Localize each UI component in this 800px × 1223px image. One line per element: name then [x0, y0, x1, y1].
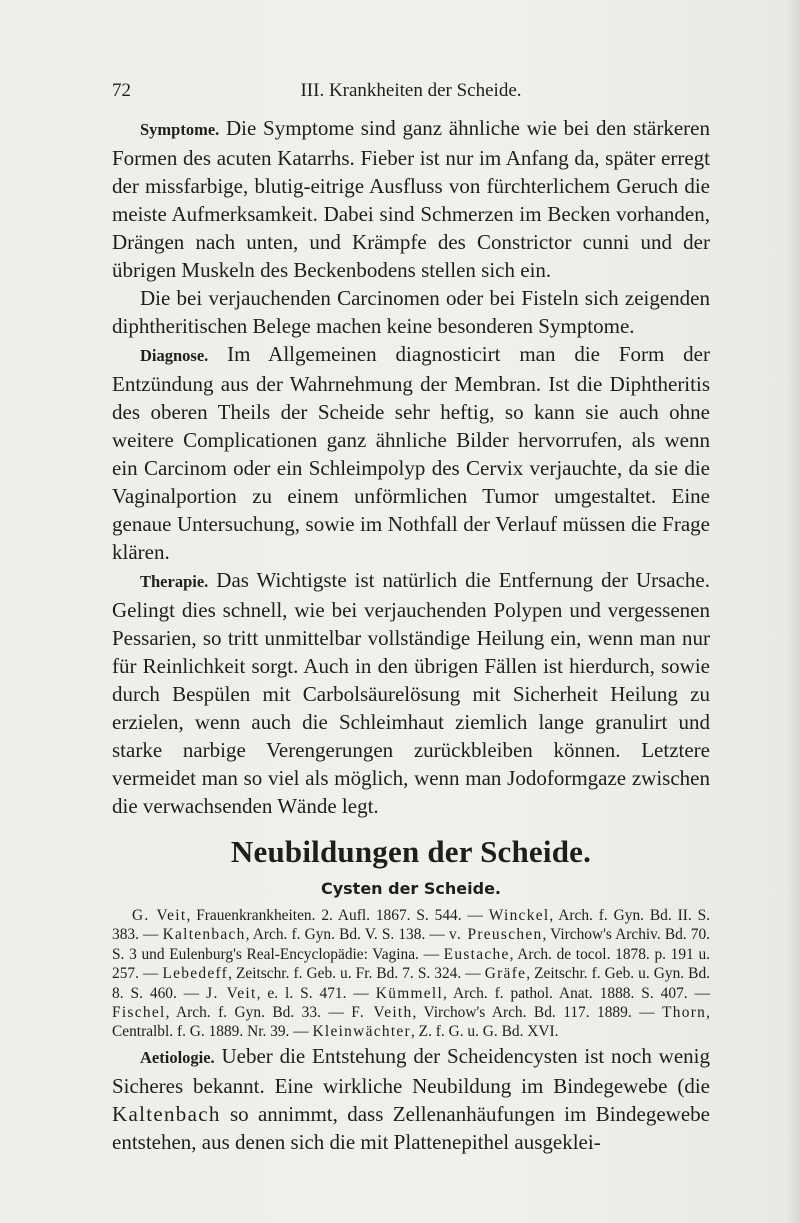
- ref-source: , Arch. f. pathol. Anat. 1888. S. 407. —: [443, 984, 710, 1002]
- ref-source: , Virchow's Arch. Bd. 117. 1889. —: [412, 1004, 663, 1022]
- ref-author: Kaltenbach: [162, 926, 246, 944]
- ref-source: , Arch. f. Gyn. Bd. II. S. 383. —: [112, 907, 710, 944]
- running-head: III. Krankheiten der Scheide.: [300, 80, 522, 101]
- lead-diagnose: Diagnose.: [140, 346, 209, 365]
- paragraph-aetiologie: [112, 1042, 710, 1156]
- text-aetiologie-a: Ueber die Entstehung der Scheidencysten ist noch wenig Sicheres bekannt. Eine wirkliche Neubildung im Bindegewebe (die: [112, 1043, 710, 1098]
- ref-source: , Zeitschr. f. Geb. u. Fr. Bd. 7. S. 324. —: [228, 965, 485, 983]
- page-edge-shadow: [786, 0, 800, 1223]
- ref-source: , Centralbl. f. G. 1889. Nr. 39. —: [112, 1004, 710, 1041]
- ref-author: Eustache: [443, 945, 510, 963]
- references: [112, 906, 710, 1042]
- text-diagnose: Im Allgemeinen diagnosticirt man die Form der Entzündung aus der Wahrnehmung der Membran. Ist die Diphtheritis des oberen Theils der Scheide sehr heftig, so kann sie auch ohne weitere Complicationen ganz ähnliche Bilder hervorrufen, als wenn ein Carcinom oder ein Schleimpolyp des Cervix verjauchte, da sie die Vaginalportion zu einem unförmlichen Tumor umgestaltet. Eine genaue Untersuchung, sowie im Nothfall der Verlauf müssen die Frage klären.: [112, 342, 710, 564]
- ref-author: Gräfe: [484, 965, 527, 983]
- paragraph-diagnose: [112, 340, 710, 566]
- ref-source: , Arch. de tocol. 1878. p. 191 u. 257. —: [112, 945, 710, 983]
- text-aetiologie-b: so annimmt, dass Zellenanhäufungen im Bindegewebe entstehen, aus denen sich die mit Plattenepithel ausgeklei-: [112, 1101, 710, 1154]
- text-symptome: Die Symptome sind ganz ähnliche wie bei den stärkeren Formen des acuten Katarrhs. Fieber ist nur im Anfang da, später erregt der missfarbige, blutig-eitrige Ausfluss von fürchterlichem Geruch die meiste Aufmerksamkeit. Dabei sind Schmerzen im Becken vorhanden, Drängen nach unten, und Krämpfe des Constrictor cunni und der übrigen Muskeln des Beckenbodens stellen sich ein.: [112, 116, 710, 282]
- lead-aetiologie: Aetiologie.: [140, 1047, 215, 1067]
- ref-source: , Z. f. G. u. G. Bd. XVI.: [410, 1023, 559, 1041]
- paragraph-symptome: [112, 114, 710, 284]
- lead-symptome: Symptome.: [140, 120, 220, 139]
- ref-source: , Virchow's Archiv. Bd. 70. S. 3 und Eulenburg's Real-Encyclopädie: Vagina. —: [112, 926, 710, 963]
- ref-author: Lebedeff: [162, 965, 229, 983]
- ref-author: Kleinwächter: [312, 1023, 411, 1041]
- author-name: Kaltenbach: [112, 1101, 221, 1126]
- text-therapie: Das Wichtigste ist natürlich die Entfernung der Ursache. Gelingt dies schnell, wie bei verjauchenden Polypen und vergessenen Pessarien, so tritt unmittelbar vollständige Heilung ein, wenn man nur für Reinlichkeit sorgt. Auch in den übrigen Fällen ist hierdurch, sowie durch Bespülen mit Carbolsäurelösung mit Sicherheit Heilung zu erzielen, wenn auch die Schleimhaut ziemlich lange granulirt und starke narbige Verengerungen zurückbleiben können. Letztere vermeidet man so viel als möglich, wenn man Jodoformgaze zwischen die verwachsenden Wände legt.: [112, 568, 710, 818]
- paragraph-therapie: [112, 566, 710, 820]
- section-title: Neubildungen der Scheide.: [230, 834, 592, 869]
- ref-source: , Arch. f. Gyn. Bd. 33. —: [165, 1004, 352, 1022]
- ref-author: Fischel: [112, 1004, 166, 1022]
- ref-author: J. Veit: [206, 984, 257, 1002]
- ref-source: , e. l. S. 471. —: [256, 984, 376, 1002]
- page-number: 72: [112, 80, 131, 101]
- ref-source: , Zeitschr. f. Geb. u. Gyn. Bd. 8. S. 460. —: [112, 965, 710, 1002]
- page-header: [112, 78, 710, 104]
- ref-source: , Arch. f. Gyn. Bd. V. S. 138. —: [245, 926, 449, 944]
- ref-author: Thorn: [662, 1004, 707, 1022]
- ref-author: Winckel: [488, 907, 550, 924]
- ref-author: F. Veith: [351, 1004, 413, 1022]
- page-body: [112, 114, 710, 1156]
- lead-therapie: Therapie.: [140, 572, 209, 591]
- ref-author: G. Veit: [132, 907, 187, 924]
- subsection-title: Cysten der Scheide.: [320, 879, 502, 898]
- ref-author: Kümmell: [375, 984, 444, 1002]
- ref-source: , Frauenkrankheiten. 2. Aufl. 1867. S. 544. —: [186, 907, 489, 924]
- ref-author: v. Preuschen: [448, 926, 543, 944]
- paragraph-symptome-2: Die bei verjauchenden Carcinomen oder bei Fisteln sich zeigenden diphtheritischen Belege machen keine besonderen Symptome.: [112, 286, 710, 338]
